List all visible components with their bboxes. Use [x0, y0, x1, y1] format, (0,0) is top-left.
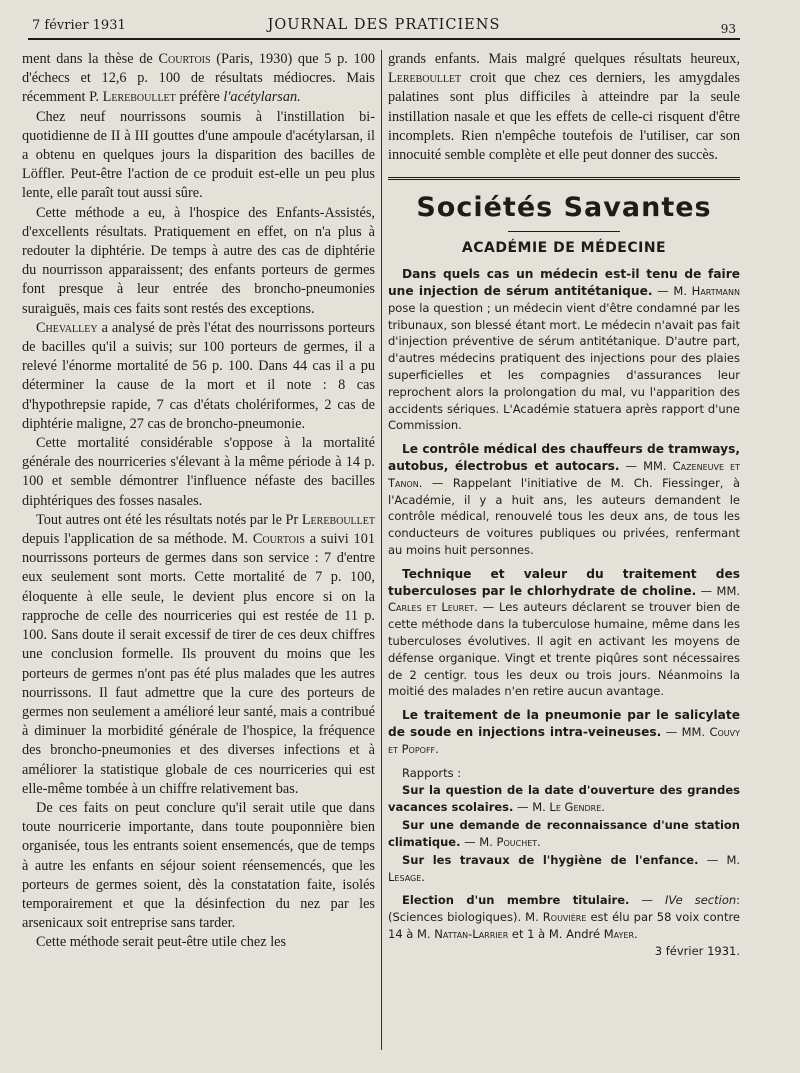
item-title: Le contrôle médical des chauffeurs de tramways, autobus, électrobus et autocars.: [388, 442, 740, 473]
paragraph: [22, 319, 375, 434]
item-title: Technique et valeur du traitement des tuberculoses par le chlorhydrate de choline.: [388, 566, 740, 598]
author-name: MM. Cazeneuve et Tanon.: [388, 458, 740, 490]
text: préfère: [175, 89, 224, 106]
drug-name: l'acétylarsan.: [223, 89, 301, 106]
title-underline: [508, 231, 620, 232]
author-name: MM. Couvy et Popoff.: [388, 724, 740, 756]
report-item: Sur la question de la date d'ouverture des grandes vacances scolaires. — M. Le Gendre.: [388, 782, 740, 814]
report-item: Sur les travaux de l'hygiène de l'enfance. — M. Lesage.: [388, 852, 740, 884]
column-divider: [381, 50, 382, 1050]
author-name: M. Lesage.: [388, 852, 740, 884]
left-column: [22, 50, 375, 1060]
news-item: Le contrôle médical des chauffeurs de tramways, autobus, électrobus et autocars. — MM. Cazeneuve et Tanon. — Rappelant l'initiative de M. Ch. Fiessinger, à l'Académie, il y a huit ans, les auteurs demandent le contrôle médical, renouvelé tous les deux ans, de tous les conducteurs de voitures publiques ou privées, renfermant au moins huit personnes.: [388, 442, 740, 557]
paragraph: De ces faits on peut conclure qu'il serait utile que dans toute nourricerie importante, dans toute pouponnière bien organisée, tous les entrants soient ensemencés, que de temps à autre les enfants en séjour soient réensemencés, que les porteurs de germes soient, dès la constatation faite, isolés temporairement et que la désinfection du nez par les arsenicaux soit entreprise sans tarder.: [22, 799, 375, 932]
meeting-date: 3 février 1931.: [654, 943, 740, 958]
news-item: Technique et valeur du traitement des tuberculoses par le chlorhydrate de choline. — MM. Carles et Leuret. — Les auteurs déclarent se trouver bien de cette méthode dans la tuberculose humaine, même dans les tuberculoses évolutives. Il agit en activant les moyens de défense organique. Vingt et trente piqûres sont nécessaires de 2 centigr. tous les deux ou trois jours. Néanmoins la moitié des malades n'en retire aucun avantage.: [388, 566, 740, 699]
paragraph: [22, 50, 375, 108]
author-name: Chevalley: [36, 319, 98, 336]
author-name: Courtois: [158, 51, 211, 67]
text: a suivi 101 nourrissons porteurs de germes dans son service : 7 d'entre eux seulement sont morts. Cette mortalité de 7 p. 100, éloquente à elle seule, le devient plus encore si on la rapproche de celle des nourriceries qui est restée de 11 p. 100. Sans doute il serait excessif de tirer de ces deux chiffres une conclusion formelle. Ils prouvent du moins que les porteurs de germes n'ont pas été plus malades que les autres nourrissons. Il faut admettre que la cure des porteurs de germes non seulement a amélioré leur santé, mais a contribué à diminuer la morbidité générale de l'hospice, la fréquence des broncho-pneumonies et des diverses infections et à améliorer la statistique globale de ces nourriceries qui est elle-même tombée à un chiffre relativement bas.: [22, 531, 375, 797]
text: : (Sciences biologiques). M.: [388, 892, 740, 924]
text: grands enfants. Mais malgré quelques résultats heureux,: [388, 51, 740, 67]
author-name: M. Hartmann: [673, 284, 740, 299]
paragraph: Cette méthode serait peut-être utile chez les: [36, 934, 287, 951]
text: — Rappelant l'initiative de M. Ch. Fiessinger, à l'Académie, il y a huit ans, les auteurs demandent le contrôle médical, renouvelé tous les deux ans, de tous les conducteurs de voitures publiques ou privées, renfermant au moins huit personnes.: [388, 475, 740, 557]
issue-date: 7 février 1931: [32, 18, 126, 33]
author-name: M. Le Gendre.: [532, 799, 605, 814]
item-title: Le traitement de la pneumonie par le salicylate de soude en injections intra-veineuses.: [388, 708, 740, 739]
item-title: Sur la question de la date d'ouverture des grandes vacances scolaires.: [388, 782, 740, 814]
text: croit que chez ces derniers, les amygdales palatines sont plus difficiles à atteindre par la seule instillation nasale et que les effets de celle-ci risquent d'être incomplets. Rien n'empêche toutefois de l'utiliser, car son innocuité semble complète et elle peut donner des succès.: [388, 70, 740, 164]
reports-list: [388, 765, 740, 886]
text: Tout autres ont été les résultats notés par le Pr: [36, 511, 302, 528]
report-item: Sur une demande de reconnaissance d'une station climatique. — M. Pouchet.: [388, 817, 740, 849]
section-divider: [388, 177, 740, 180]
page-number: 93: [720, 22, 736, 36]
author-name: Courtois: [252, 531, 305, 548]
paragraph: Chez neuf nourrissons soumis à l'instillation bi-quotidienne de II à III gouttes d'une ampoule d'acétylarsan, il a obtenu en quelques jours la disparition des bacilles de Löffler. Peut-être l'action de ce produit est-elle un peu plus lente, elle paraît tout aussi sûre.: [22, 108, 375, 202]
text: et 1 à M. André: [508, 926, 604, 941]
author-name: Lereboullet: [388, 70, 462, 87]
item-title: Sur les travaux de l'hygiène de l'enfance.: [402, 852, 699, 867]
paragraph: Cette méthode a eu, à l'hospice des Enfants-Assistés, d'excellents résultats. Pratiquement en effet, on n'a plus à redouter la diphtérie. De temps à autre des cas de diphtérie du nourrisson apparaissent; des enfants porteurs de germes font presque à leur entrée des broncho-pneumonies suraiguës, mais ces faits sont restés des exceptions.: [22, 204, 375, 317]
text: pose la question ; un médecin vient d'être condamné par les tribunaux, son blessé étant mort. Le médecin n'avait pas fait d'injection préventive de sérum antitétanique. D'autre part, d'autres médecins pratiquent des injections pour des plaies superficielles et les compagnies d'assurances leur reprochent alors la prolongation du mal, vu l'apparition des accidents sériques. L'Académie statuera après rapport d'une Commission.: [388, 300, 740, 433]
item-title: Sur une demande de reconnaissance d'une station climatique.: [388, 817, 740, 849]
author-name: MM. Carles et Leuret.: [388, 583, 740, 615]
news-item: Dans quels cas un médecin est-il tenu de faire une injection de sérum antitétanique. — M. Hartmann pose la question ; un médecin vient d'être condamné par les tribunaux, son blessé étant mort. Le médecin n'avait pas fait d'injection préventive de sérum antitétanique. D'autre part, d'autres médecins pratiquent des injections pour des plaies superficielles et les compagnies d'assurances leur reprochent alors la prolongation du mal, vu l'apparition des accidents sériques. L'Académie statuera après rapport d'une Commission.: [388, 267, 740, 433]
section-label: IVe section: [665, 892, 737, 907]
item-title: Election d'un membre titulaire.: [402, 892, 630, 907]
author-name: Nattan-Larrier: [434, 926, 509, 941]
right-column: [388, 50, 740, 1060]
paragraph: Cette mortalité considérable s'oppose à la mortalité générale des nourriceries s'élevant à la même période à 14 p. 100 et semble démontrer l'influence néfaste des bacilles diphtériques des fosses nasales.: [22, 435, 375, 509]
text: depuis l'application de sa méthode. M.: [22, 531, 253, 548]
author-name: Lereboullet: [301, 511, 375, 528]
reports-label: Rapports :: [402, 765, 462, 780]
page-header: [28, 12, 740, 40]
author-name: Mayer.: [603, 926, 638, 941]
journal-title: JOURNAL DES PRATICIENS: [267, 17, 501, 33]
text: ment dans la thèse de: [22, 51, 159, 67]
news-item: Le traitement de la pneumonie par le salicylate de soude en injections intra-veineuses. — MM. Couvy et Popoff.: [388, 708, 740, 756]
text: est élu par 58 voix contre 14 à M.: [388, 909, 740, 941]
academy-heading: ACADÉMIE DE MÉDECINE: [461, 240, 667, 257]
text: — Les auteurs déclarent se trouver bien de cette méthode dans la tuberculose humaine, même dans les tuberculoses évolutives. Il agit en activant les moyens de défense organique. Vingt et trente piqûres sont nécessaires de 2 centigr. tous les deux ou trois jours. Néanmoins la moitié des malades n'en retire aucun avantage.: [388, 600, 740, 699]
election-item: Election d'un membre titulaire. — IVe section: (Sciences biologiques). M. Rouvière est élu par 58 voix contre 14 à M. Nattan-Larrier et 1 à M. André Mayer. 3 février 1931.: [388, 892, 740, 958]
paragraph: [388, 50, 740, 165]
author-name: Lereboullet: [102, 89, 176, 106]
section-title: Sociétés Savantes: [416, 192, 712, 224]
author-name: Rouvière: [542, 909, 587, 924]
text: a analysé de près l'état des nourrissons porteurs de bacilles qu'il a suivis; sur 100 porteurs de germes, il a relevé l'énorme mortalité de 56 p. 100. Dans 44 cas il a pu déterminer la cause de la mort et il note : 8 cas d'hypothrepsie rapide, 7 cas d'états cholériformes, 2 cas de diphtérie maligne, 27 cas de broncho-pneumonie.: [22, 319, 375, 432]
paragraph: [22, 511, 375, 799]
text: (Paris, 1930) que 5 p. 100 d'échecs et 12,6 p. 100 de résultats médiocres. Mais récemment P.: [22, 51, 375, 106]
author-name: M. Pouchet.: [479, 834, 541, 849]
item-title: Dans quels cas un médecin est-il tenu de faire une injection de sérum antitétanique.: [388, 267, 740, 299]
